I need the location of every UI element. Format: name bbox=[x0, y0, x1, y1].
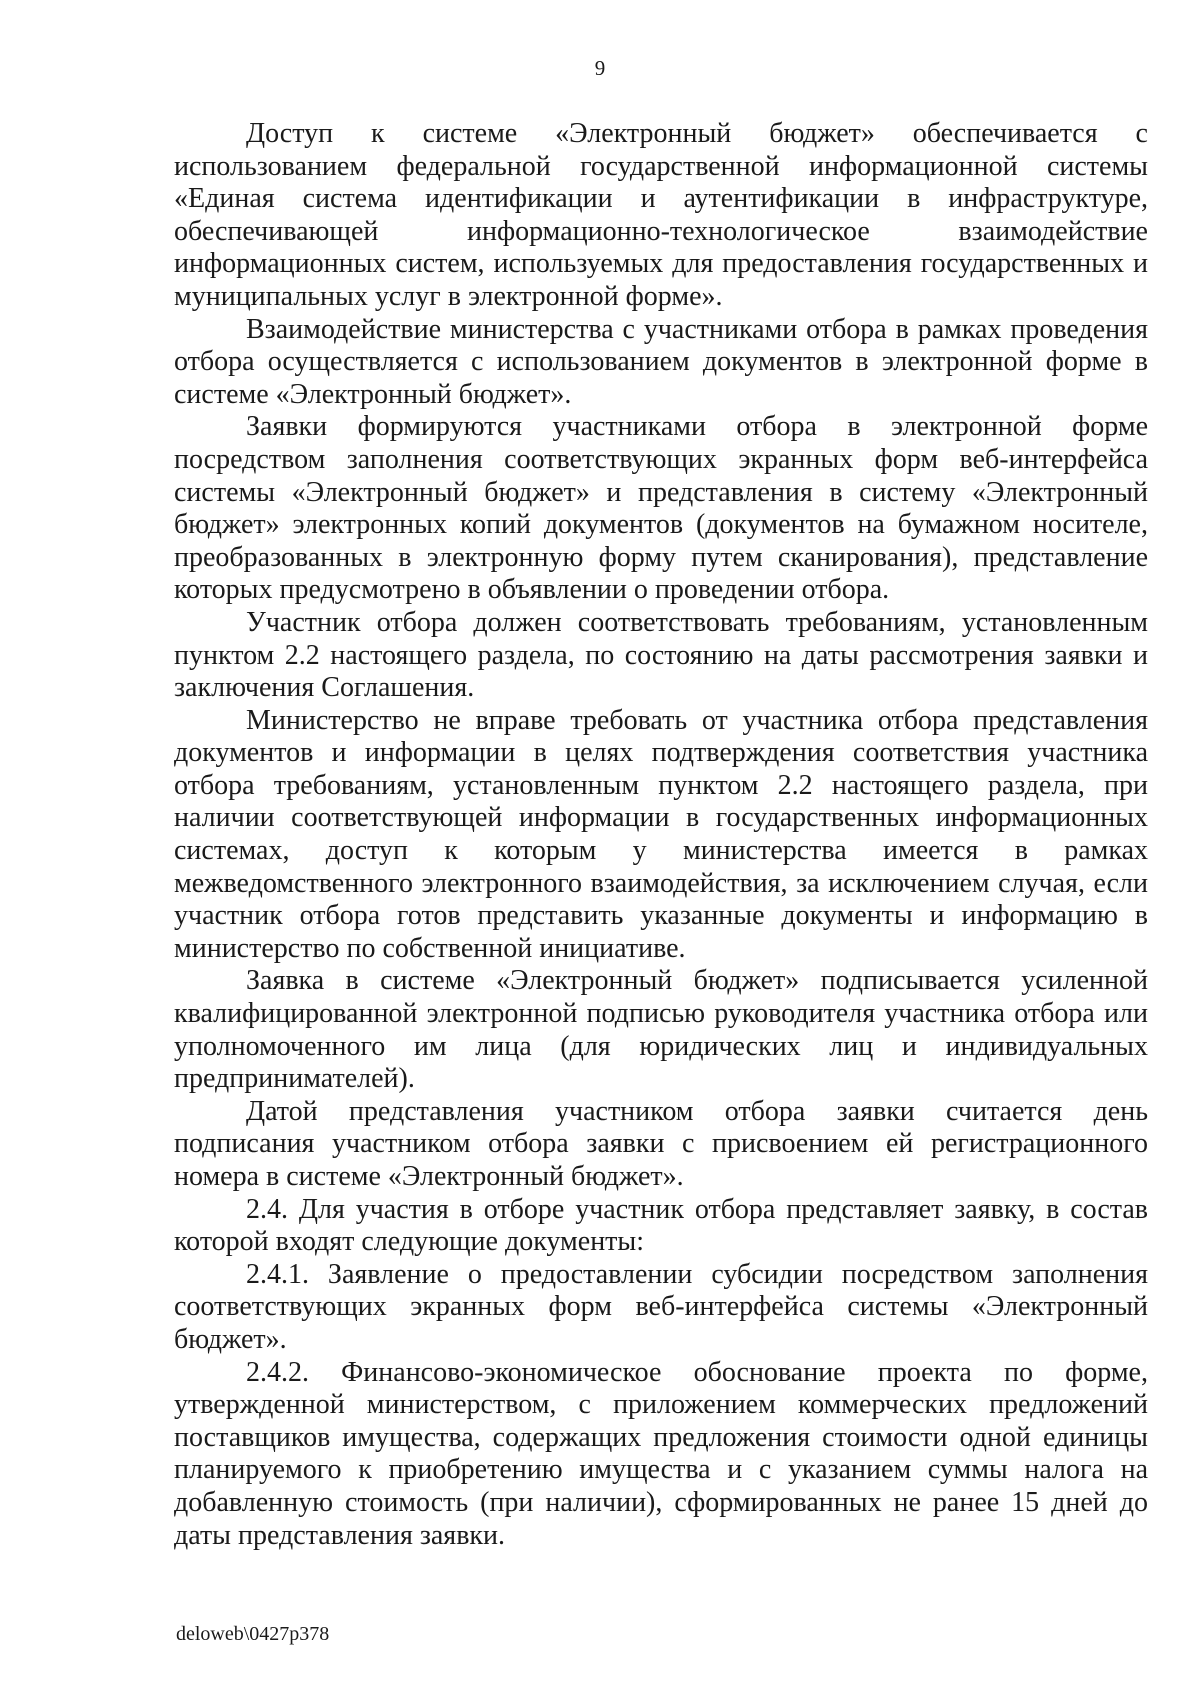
paragraph-applications-formed: Заявки формируются участниками отбора в электронной форме посредством заполнения соответствующих экранных форм веб-интерфейса системы «Электронный бюджет» и представления в систему «Электронный бюджет» электронных копий документов (документов на бумажном носителе, преобразованных в электронную форму путем сканирования), представление которых предусмотрено в объявлении о проведении отбора. bbox=[174, 411, 1148, 606]
paragraph-section-2-4-1: 2.4.1. Заявление о предоставлении субсидии посредством заполнения соответствующих экранных форм веб-интерфейса системы «Электронный бюджет». bbox=[174, 1258, 1148, 1355]
paragraph-participant-requirements: Участник отбора должен соответствовать требованиям, установленным пунктом 2.2 настоящего раздела, по состоянию на даты рассмотрения заявки и заключения Соглашения. bbox=[174, 606, 1148, 704]
paragraph-ministry-restrictions: Министерство не вправе требовать от участника отбора представления документов и информации в целях подтверждения соответствия участника отбора требованиям, установленным пунктом 2.2 настоящего раздела, при наличии соответствующей информации в государственных информационных системах, доступ к которым у министерства имеется в рамках межведомственного электронного взаимодействия, за исключением случая, если участник отбора готов представить указанные документы и информацию в министерство по собственной инициативе. bbox=[174, 704, 1148, 964]
paragraph-signature: Заявка в системе «Электронный бюджет» подписывается усиленной квалифицированной электронной подписью руководителя участника отбора или уполномоченного им лица (для юридических лиц и индивидуальных предпринимателей). bbox=[174, 965, 1148, 1095]
document-body bbox=[174, 118, 1148, 1552]
paragraph-section-2-4: 2.4. Для участия в отборе участник отбора представляет заявку, в состав которой входят следующие документы: bbox=[174, 1193, 1148, 1258]
paragraph-access-system: Доступ к системе «Электронный бюджет» обеспечивается с использованием федеральной государственной информационной системы «Единая система идентификации и аутентификации в инфраструктуре, обеспечивающей информационно-технологическое взаимодействие информационных систем, используемых для предоставления государственных и муниципальных услуг в электронной форме». bbox=[174, 118, 1148, 312]
paragraph-interaction: Взаимодействие министерства с участниками отбора в рамках проведения отбора осуществляется с использованием документов в электронной форме в системе «Электронный бюджет». bbox=[174, 313, 1148, 410]
paragraph-section-2-4-2: 2.4.2. Финансово-экономическое обоснование проекта по форме, утвержденной министерством, с приложением коммерческих предложений поставщиков имущества, содержащих предложения стоимости одной единицы планируемого к приобретению имущества и с указанием суммы налога на добавленную стоимость (при наличии), сформированных не ранее 15 дней до даты представления заявки. bbox=[174, 1356, 1148, 1551]
document-footer-code: deloweb\0427p378 bbox=[176, 1623, 330, 1645]
paragraph-submission-date: Датой представления участником отбора заявки считается день подписания участником отбора заявки с присвоением ей регистрационного номера в системе «Электронный бюджет». bbox=[174, 1095, 1148, 1192]
page-number: 9 bbox=[594, 56, 606, 80]
